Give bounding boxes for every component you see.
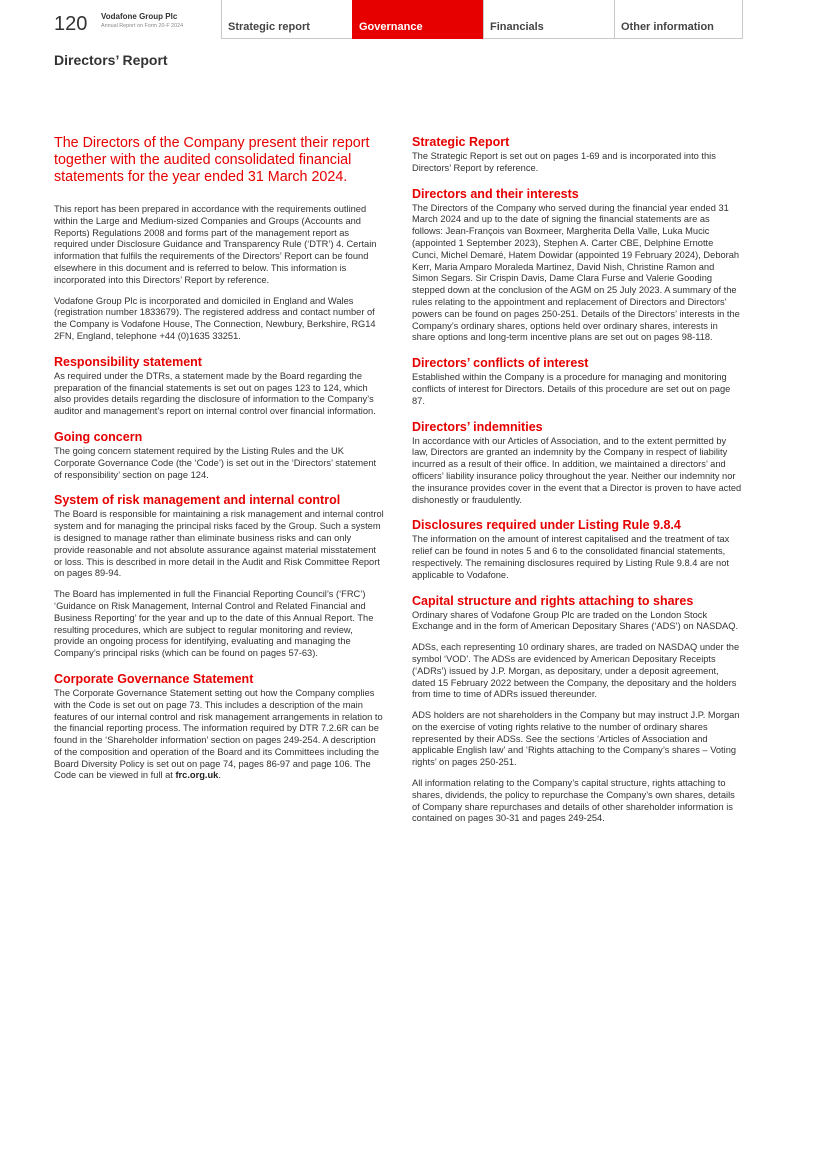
- directors-heading: Directors and their interests: [412, 186, 579, 201]
- tab-strategic-report[interactable]: [221, 0, 352, 39]
- tab-label: Financials: [490, 21, 544, 33]
- tab-label: Strategic report: [228, 21, 310, 33]
- frc-link[interactable]: frc.org.uk: [175, 770, 219, 781]
- conflicts-text: Established within the Company is a procedure for managing and monitoring conflicts of interest for Directors. Details of this procedure are set out on page 87.: [412, 372, 731, 406]
- ads-text: ADSs, each representing 10 ordinary shares, are traded on NASDAQ under the symbol ‘VOD’. The ADSs are evidenced by American Depositary Receipts (‘ADRs’) issued by J.P. Morgan, as depositary, under a deposit agreement, dated 15 February 2022 between the Company, the depositary and the holders from time to time of ADRs issued thereunder.: [412, 642, 740, 700]
- conflicts-heading: Directors’ conflicts of interest: [412, 356, 589, 371]
- tab-governance[interactable]: [352, 0, 483, 39]
- responsibility-text: As required under the DTRs, a statement made by the Board regarding the preparation of the financial statements is set out on pages 123 to 124, which also provides details regarding the disclosure of information to the Company’s auditor and management’s report on internal control over financial information.: [54, 370, 376, 417]
- listing-rule-text: The information on the amount of interest capitalised and the treatment of tax relief can be found in notes 5 and 6 to the consolidated financial statements, respectively. The remaining disclosures required by Listing Rule 9.8.4 are not applicable to Vodafone.: [412, 534, 730, 580]
- going-concern-text: The going concern statement required by the Listing Rules and the UK Corporate Governance Code (the ‘Code’) is set out in the ‘Directors’ statement of responsibility’ section on page 124.: [54, 445, 377, 480]
- corporate-governance-text: [54, 688, 384, 782]
- capital-structure-text: Ordinary shares of Vodafone Group Plc are traded on the London Stock Exchange and in the form of American Depositary Shares (‘ADS’) on NASDAQ.: [412, 609, 739, 632]
- strategic-report-text: The Strategic Report is set out on pages 1-69 and is incorporated into this Directors’ Report by reference.: [412, 151, 716, 173]
- going-concern-heading: Going concern: [54, 429, 143, 444]
- report-subtitle: Annual Report on Form 20-F 2024: [101, 23, 184, 29]
- tab-other-information[interactable]: [614, 0, 743, 39]
- cg-body: The Corporate Governance Statement setting out how the Company complies with the Code is set out on page 73. This includes a description of the main features of our internal control and risk management arrangements in relation to the financial reporting process. The information required by DTR 7.2.6R can be found in the ‘Shareholder information’ section on pages 249-254. A description of the composition and operation of the Board and its Committees including the Board Diversity Policy is set out on page 74, pages 86-97 and page 106. The Code can be viewed in full at: [54, 687, 383, 781]
- cg-end: .: [218, 770, 221, 781]
- listing-rule-heading: Disclosures required under Listing Rule 9.8.4: [412, 518, 681, 533]
- capital-structure-heading: Capital structure and rights attaching to shares: [412, 593, 694, 608]
- risk-text: The Board is responsible for maintaining a risk management and internal control system and for managing the principal risks faced by the Group. Such a system is designed to manage rather than eliminate business risks and can only provide reasonable and not absolute assurance against material misstatement or loss. This is described in more detail in the Audit and Risk Committee Report on pages 89-94.: [54, 509, 384, 579]
- registration-paragraph: Vodafone Group Plc is incorporated and domiciled in England and Wales (registration number 1833679). The registered address and contact number of the Company is Vodafone House, The Connection, Newbury, Berkshire, RG14 2FN, England, telephone +44 (0)1635 33251.: [54, 295, 376, 341]
- directors-text: The Directors of the Company who served during the financial year ended 31 March 2024 and up to the date of signing the financial statements are as follows: Jean-François van Boxmeer, Margherita Della Valle, Luka Mucic (appointed 1 September 2023), Stephen A. Carter CBE, Delphine Ernotte Cunci, Michel Demaré, Hatem Dowidar (appointed 19 February 2024), Deborah Kerr, Maria Amparo Moraleda Martinez, David Nish, Christine Ramon and Simon Segars. Sir Crispin Davis, Dame Clara Furse and Valerie Gooding stepped down at the conclusion of the AGM on 25 July 2023. A summary of the rules relating to the appointment and replacement of Directors and Directors’ powers can be found on pages 250-251. Details of the Directors’ interests in the Company’s ordinary shares, options held over ordinary shares, interests in share options and long-term incentive plans are set out on pages 98-118.: [412, 202, 740, 343]
- tab-financials[interactable]: [483, 0, 614, 39]
- intro-statement: The Directors of the Company present their report together with the audited consolidated financial statements for the year ended 31 March 2024.: [54, 135, 370, 185]
- indemnities-text: In accordance with our Articles of Association, and to the extent permitted by law, Directors are granted an indemnity by the Company in respect of liability incurred as a result of their office. In addition, we maintained a directors’ and officers’ liability insurance policy throughout the year. Neither our indemnity nor the insurance provides cover in the event that a Director is proven to have acted dishonestly or fraudulently.: [412, 435, 742, 505]
- left-column: [54, 135, 384, 791]
- right-column: [412, 135, 742, 834]
- responsibility-heading: Responsibility statement: [54, 354, 202, 369]
- corporate-governance-heading: Corporate Governance Statement: [54, 671, 254, 686]
- capital-info-text: All information relating to the Company’s capital structure, rights attaching to shares, dividends, the policy to repurchase the Company’s own shares, details of Company share repurchases and details of other shareholder information is contained on pages 30-31 and pages 249-254.: [412, 778, 735, 824]
- tab-label: Other information: [621, 21, 714, 33]
- strategic-report-heading: Strategic Report: [412, 135, 510, 149]
- intro-paragraph: This report has been prepared in accordance with the requirements outlined within the Large and Medium-sized Companies and Groups (Accounts and Reports) Regulations 2008 and forms part of the management report as required under Disclosure Guidance and Transparency Rule (‘DTR’) 4. Certain information that fulfils the requirements of the Directors’ Report can be found elsewhere in this document and is referred to below. This information is incorporated into this Directors’ Report by reference.: [54, 204, 377, 285]
- page-number: 120: [54, 13, 88, 35]
- company-name: Vodafone Group Plc: [101, 12, 178, 21]
- company-block: [101, 12, 183, 31]
- ads-holders-text: ADS holders are not shareholders in the Company but may instruct J.P. Morgan on the exercise of voting rights relative to the number of ordinary shares represented by their ADSs. See the sections ‘Articles of Association and applicable English law’ and ‘Rights attaching to the Company’s shares – Voting rights’ on pages 250-251.: [412, 710, 740, 768]
- risk-frc-text: The Board has implemented in full the Financial Reporting Council’s (‘FRC’) ‘Guidance on Risk Management, Internal Control and Related Financial and Business Reporting’ for the year and up to the date of this Annual Report. The resulting procedures, which are subject to regular monitoring and review, provide an ongoing process for identifying, evaluating and managing the Company’s principal risks (which can be found on pages 57-63).: [54, 589, 374, 659]
- indemnities-heading: Directors’ indemnities: [412, 419, 543, 434]
- tab-label: Governance: [359, 21, 423, 33]
- top-navigation-bar: [54, 0, 743, 40]
- risk-heading: System of risk management and internal control: [54, 493, 341, 508]
- page-title: Directors’ Report: [54, 52, 168, 68]
